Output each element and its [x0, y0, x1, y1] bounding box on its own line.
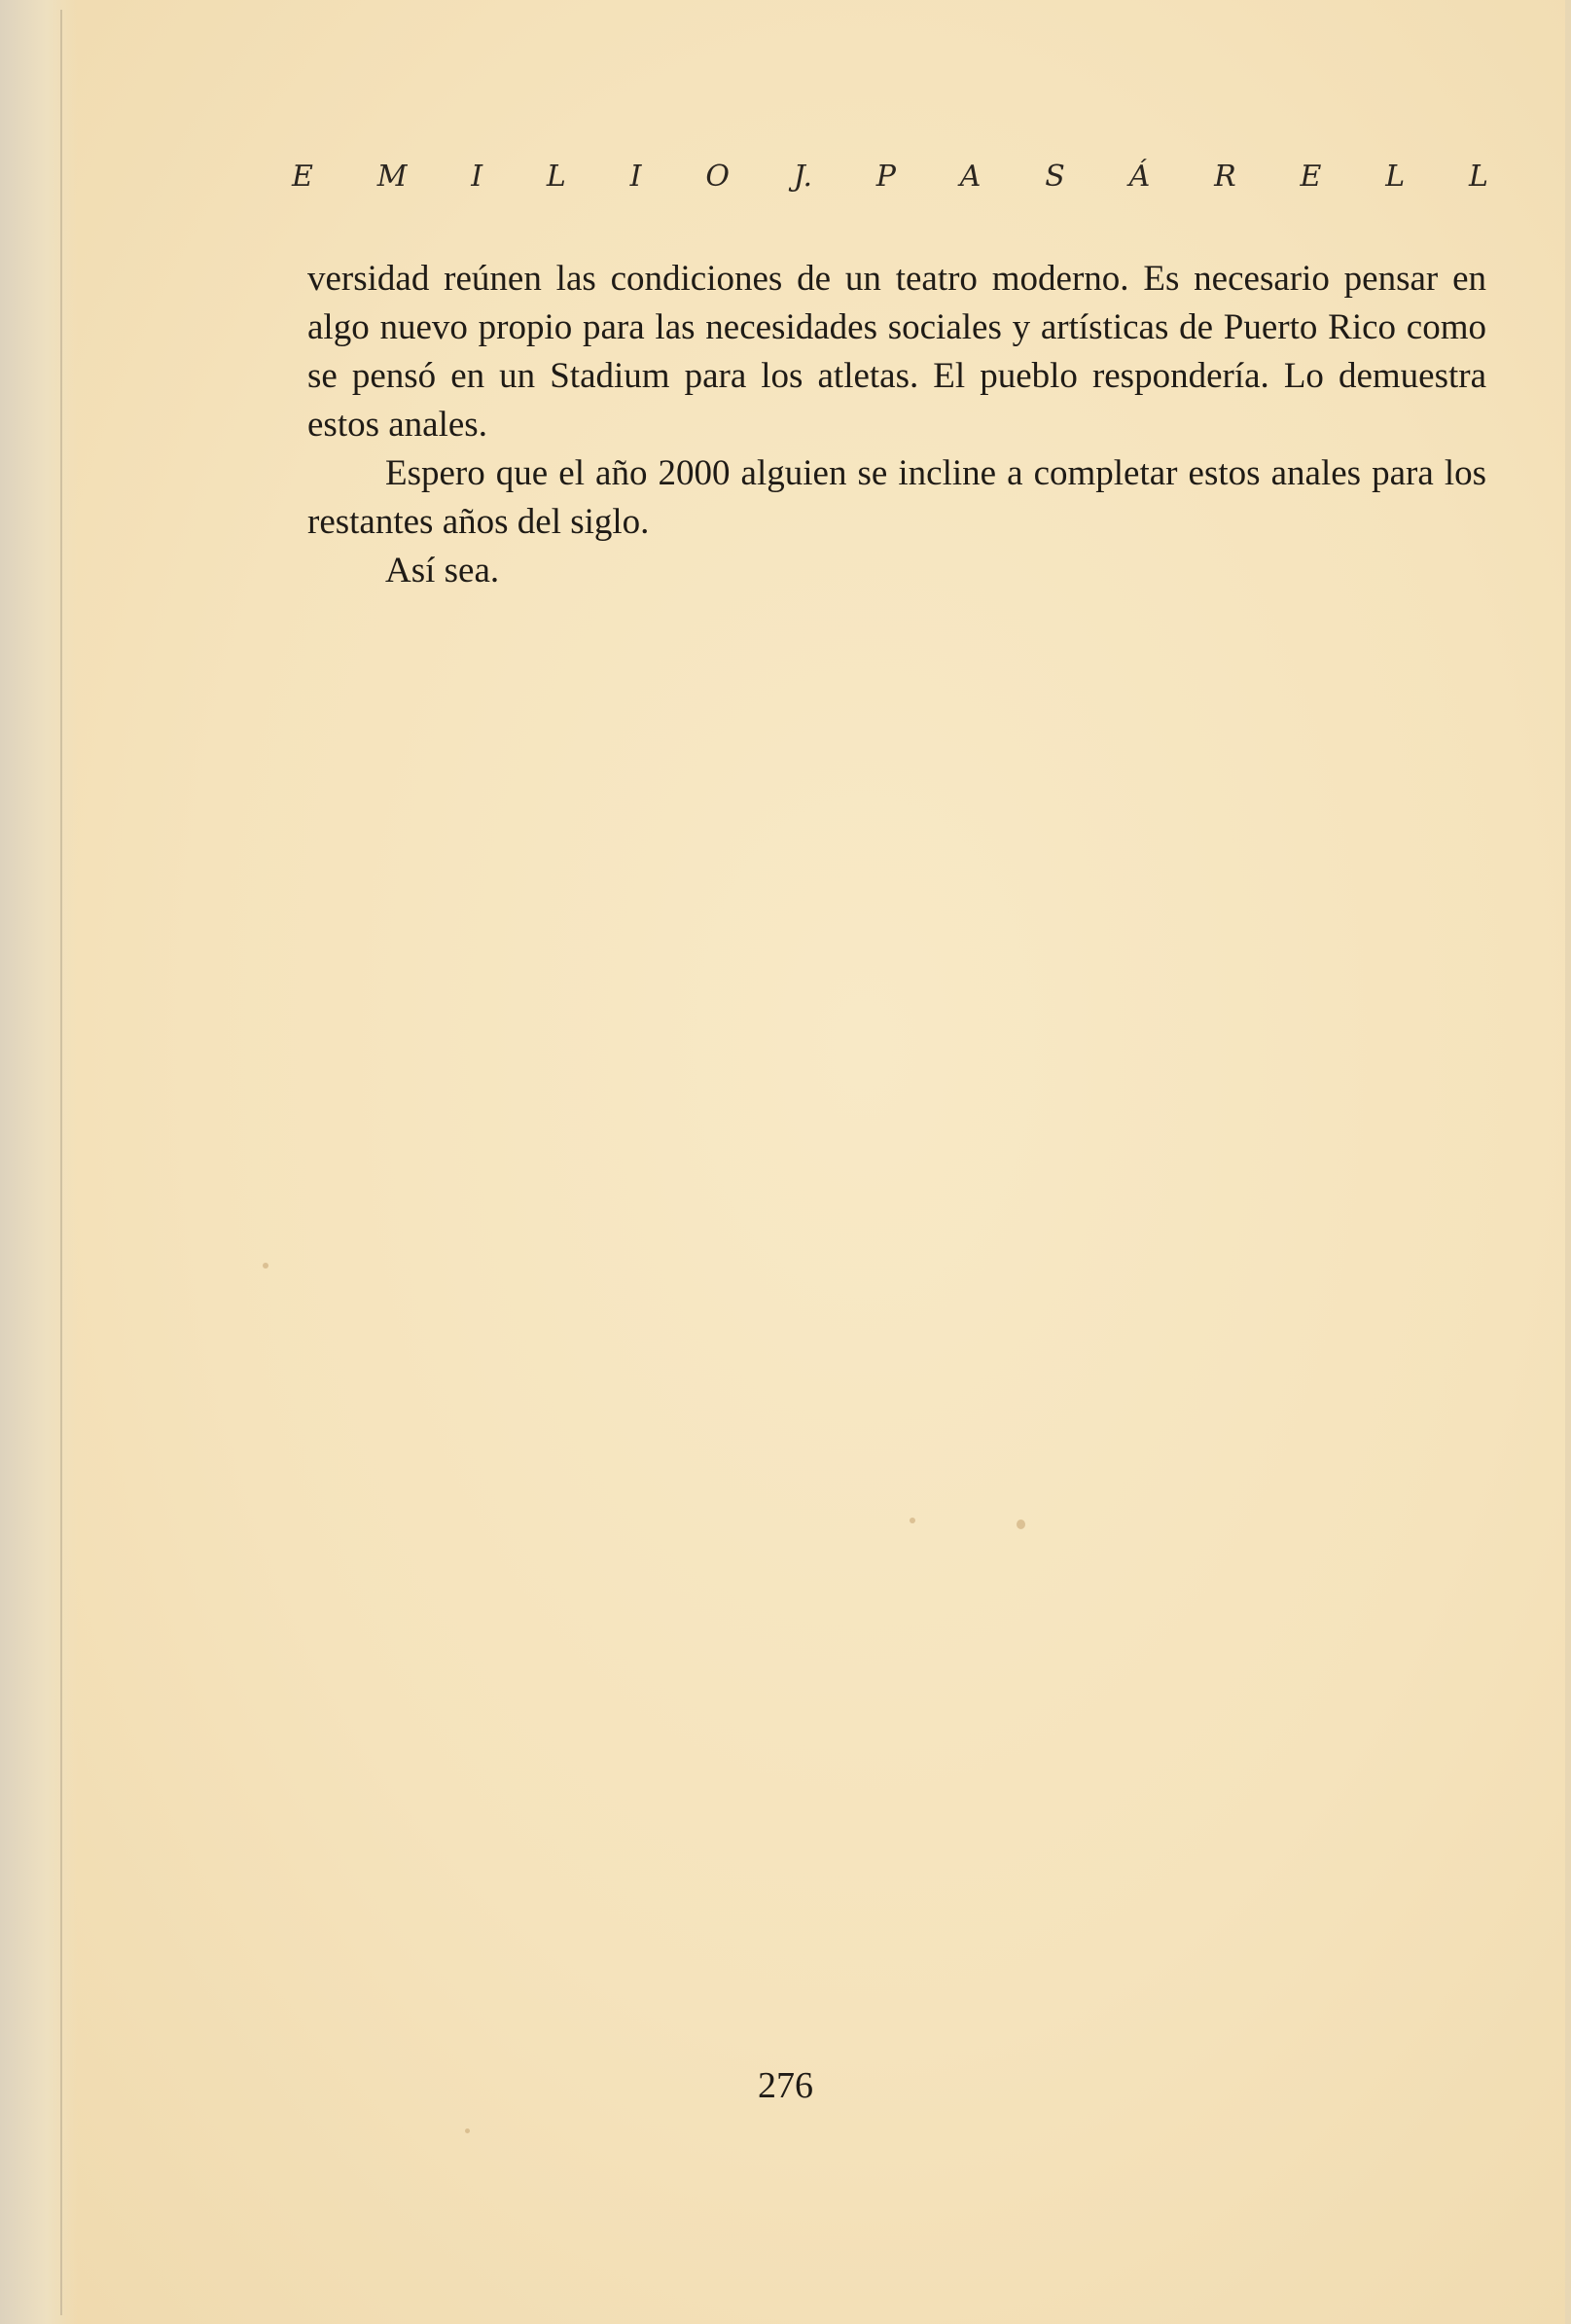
page-number: 276: [758, 2065, 813, 2106]
running-head-letter: E: [1300, 160, 1322, 194]
running-head-letter: I: [629, 160, 642, 194]
running-head-letter: J.: [793, 160, 812, 194]
body-text: [307, 255, 1486, 595]
paper-speck: [465, 2128, 470, 2133]
running-head-letter: L: [1385, 160, 1406, 194]
running-head-letter: M: [376, 160, 408, 194]
paragraph: Espero que el año 2000 alguien se incline a completar estos anales para los restantes años del siglo.: [307, 453, 1486, 542]
running-head-letter: R: [1214, 160, 1236, 194]
paper-speck: [1017, 1520, 1025, 1529]
running-head-letter: L: [1469, 160, 1488, 194]
binding-shadow: [0, 0, 78, 2324]
running-head-letter: I: [471, 160, 483, 194]
running-head-letter: Á: [1128, 160, 1151, 194]
running-head-letter: E: [292, 160, 313, 194]
paragraph: versidad reúnen las condiciones de un teatro moderno. Es necesario pensar en algo nuevo propio para las necesidades sociales y artísticas de Puerto Rico como se pensó en un Stadium para los atletas. El pueblo respondería. Lo demuestra estos anales.: [307, 259, 1486, 445]
running-head-letter: L: [546, 160, 566, 194]
right-page-edge: [1565, 0, 1571, 2324]
running-head-letter: A: [959, 160, 982, 194]
running-head-letter: O: [705, 160, 730, 194]
running-head: [292, 160, 1488, 194]
paper-speck: [910, 1518, 915, 1523]
running-head-letter: S: [1045, 160, 1065, 194]
paper-speck: [263, 1263, 268, 1269]
page-edge-line: [60, 10, 62, 2315]
paragraph: Así sea.: [385, 551, 500, 590]
running-head-letter: P: [875, 160, 896, 194]
